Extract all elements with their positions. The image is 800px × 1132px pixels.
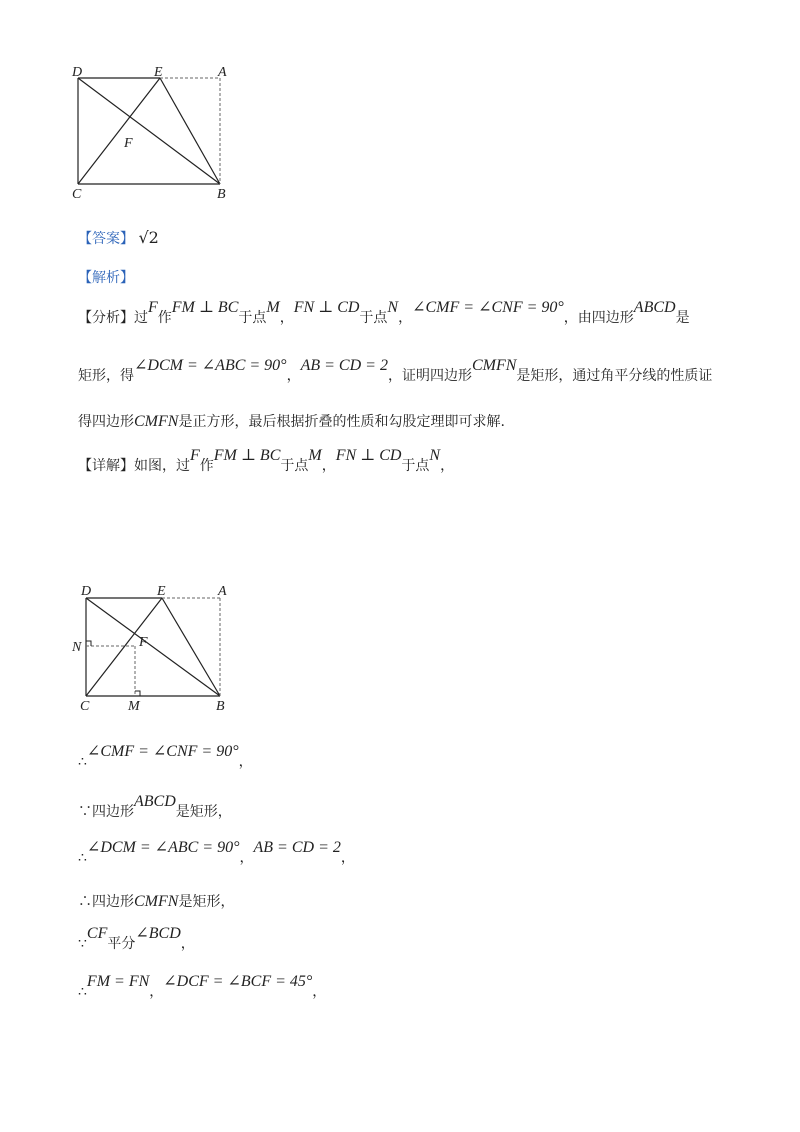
answer-line (78, 228, 159, 249)
detail-tag: 【详解】 (78, 458, 134, 474)
label-E: E (157, 584, 166, 599)
label-B: B (217, 187, 226, 202)
analysis-line-2: 矩形，得∠DCM = ∠ABC = 90°，AB = CD = 2，证明四边形CMFN是矩形，通过角平分线的性质证 (78, 357, 713, 384)
analysis-line-1: 【分析】过F作FM ⊥ BC于点M，FN ⊥ CD于点N，∠CMF = ∠CNF = 90°，由四边形ABCD是 (78, 299, 690, 326)
label-F: F (139, 635, 148, 650)
analysis-tag: 【分析】 (78, 310, 134, 326)
analysis-heading: 【解析】 (78, 270, 134, 286)
label-D: D (72, 65, 83, 80)
detail-line-1: 【详解】如图，过F作FM ⊥ BC于点M，FN ⊥ CD于点N， (78, 447, 455, 474)
geometry-figure-2 (64, 578, 244, 718)
step-4: ∴四边形CMFN是矩形， (78, 893, 235, 910)
label-C: C (72, 187, 82, 202)
label-E: E (154, 65, 163, 80)
label-C: C (80, 699, 90, 714)
answer-value: √2 (138, 228, 159, 247)
answer-tag: 【答案】 (78, 231, 134, 247)
label-A: A (218, 65, 227, 80)
geometry-figure-1 (60, 60, 250, 210)
label-N: N (72, 640, 82, 655)
analysis-line-3: 得四边形CMFN是正方形，最后根据折叠的性质和勾股定理即可求解. (78, 413, 505, 430)
step-6: ∴FM = FN，∠DCF = ∠BCF = 45°， (78, 973, 327, 1000)
label-D: D (81, 584, 92, 599)
step-3: ∴∠DCM = ∠ABC = 90°，AB = CD = 2， (78, 839, 355, 866)
step-5: ∵CF平分∠BCD， (78, 925, 195, 952)
label-B: B (216, 699, 225, 714)
label-F: F (124, 136, 133, 151)
label-A: A (218, 584, 227, 599)
step-1: ∴∠CMF = ∠CNF = 90°， (78, 743, 253, 770)
label-M: M (128, 699, 140, 714)
step-2: ∵四边形ABCD是矩形， (78, 793, 232, 820)
